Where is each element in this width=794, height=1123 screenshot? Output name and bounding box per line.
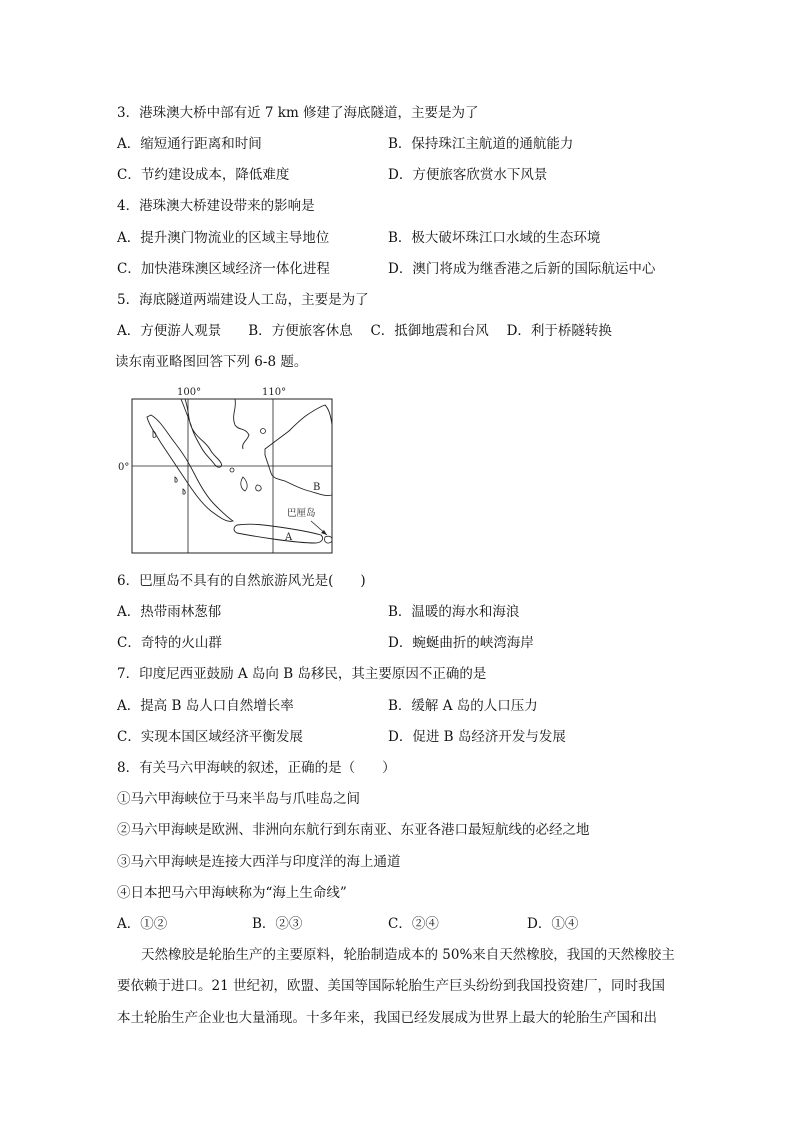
islet-1 xyxy=(261,429,266,434)
q8-statement-1: ①马六甲海峡位于马来半岛与爪哇岛之间 xyxy=(117,791,360,807)
q7-stem: 7．印度尼西亚鼓励 A 岛向 B 岛移民，其主要原因不正确的是 xyxy=(117,666,487,682)
q8-statement-3: ③马六甲海峡是连接大西洋与印度洋的海上通道 xyxy=(117,854,401,870)
belitung-island xyxy=(256,485,261,491)
map-intro: 读东南亚略图回答下列 6-8 题。 xyxy=(115,354,308,370)
q7-option-d: D．促进 B 岛经济开发与发展 xyxy=(388,729,566,745)
q3-option-d: D．方便旅客欣赏水下风景 xyxy=(388,167,548,183)
q8-statement-4: ④日本把马六甲海峡称为“海上生命线” xyxy=(117,885,347,901)
passage-line-1: 天然橡胶是轮胎生产的主要原料，轮胎制造成本的 50%来自天然橡胶，我国的天然橡胶主 xyxy=(141,947,675,963)
q8-option-c: C．②④ xyxy=(388,916,439,932)
islet-2 xyxy=(230,468,234,472)
q5-stem: 5．海底隧道两端建设人工岛，主要是为了 xyxy=(117,292,369,308)
q8-option-b: B．②③ xyxy=(252,916,303,932)
island-a-label: A xyxy=(285,532,293,543)
q4-stem: 4．港珠澳大桥建设带来的影响是 xyxy=(117,198,315,214)
q6-option-b: B．温暖的海水和海浪 xyxy=(388,604,520,620)
malay-peninsula xyxy=(181,399,222,467)
java-island xyxy=(234,524,323,543)
q6-option-d: D．蜿蜒曲折的峡湾海岸 xyxy=(388,635,534,651)
q6-stem: 6．巴厘岛不具有的自然旅游风光是( ) xyxy=(117,573,366,589)
q4-option-d: D．澳门将成为继香港之后新的国际航运中心 xyxy=(388,261,656,277)
q7-option-c: C．实现本国区域经济平衡发展 xyxy=(117,729,303,745)
lat-0-label: 0° xyxy=(118,462,130,473)
q3-option-c: C．节约建设成本，降低难度 xyxy=(117,167,290,183)
q8-statement-2: ②马六甲海峡是欧洲、非洲向东航行到东南亚、东亚各港口最短航线的必经之地 xyxy=(117,822,590,838)
q4-option-a: A．提升澳门物流业的区域主导地位 xyxy=(117,230,330,246)
q8-option-d: D．①④ xyxy=(527,916,579,932)
bali-island xyxy=(325,536,333,543)
q6-option-a: A．热带雨林葱郁 xyxy=(117,604,222,620)
southeast-asia-map xyxy=(115,385,347,557)
q6-option-c: C．奇特的火山群 xyxy=(117,635,222,651)
q4-option-c: C．加快港珠澳区域经济一体化进程 xyxy=(117,261,330,277)
q5-options: A．方便游人观景 B．方便旅客休息 C．抵御地震和台风 D．利于桥隧转换 xyxy=(117,323,612,339)
q7-option-a: A．提高 B 岛人口自然增长率 xyxy=(117,698,294,714)
island-b-label: B xyxy=(313,482,321,493)
borneo-island xyxy=(265,405,332,496)
lon-100-label: 100° xyxy=(177,387,202,398)
q8-option-a: A．①② xyxy=(117,916,168,932)
sumatra-island xyxy=(147,415,233,521)
map-frame xyxy=(132,399,332,553)
q8-stem: 8．有关马六甲海峡的叙述，正确的是（ ） xyxy=(117,760,396,776)
indochina-coast xyxy=(234,399,249,449)
q4-option-b: B．极大破坏珠江口水域的生态环境 xyxy=(388,230,601,246)
q3-option-b: B．保持珠江主航道的通航能力 xyxy=(388,136,574,152)
passage-line-3: 本土轮胎生产企业也大量涌现。十多年来，我国已经发展成为世界上最大的轮胎生产国和出 xyxy=(117,1010,657,1026)
q3-stem: 3．港珠澳大桥中部有近 7 km 修建了海底隧道，主要是为了 xyxy=(117,105,479,121)
q7-option-b: B．缓解 A 岛的人口压力 xyxy=(388,698,538,714)
bangka-island xyxy=(241,477,247,491)
west-islets xyxy=(153,431,185,494)
bali-label: 巴厘岛 xyxy=(287,508,316,519)
q3-option-a: A．缩短通行距离和时间 xyxy=(117,136,262,152)
passage-line-2: 要依赖于进口。21 世纪初，欧盟、美国等国际轮胎生产巨头纷纷到我国投资建厂，同时我国 xyxy=(117,978,665,994)
lon-110-label: 110° xyxy=(262,387,287,398)
